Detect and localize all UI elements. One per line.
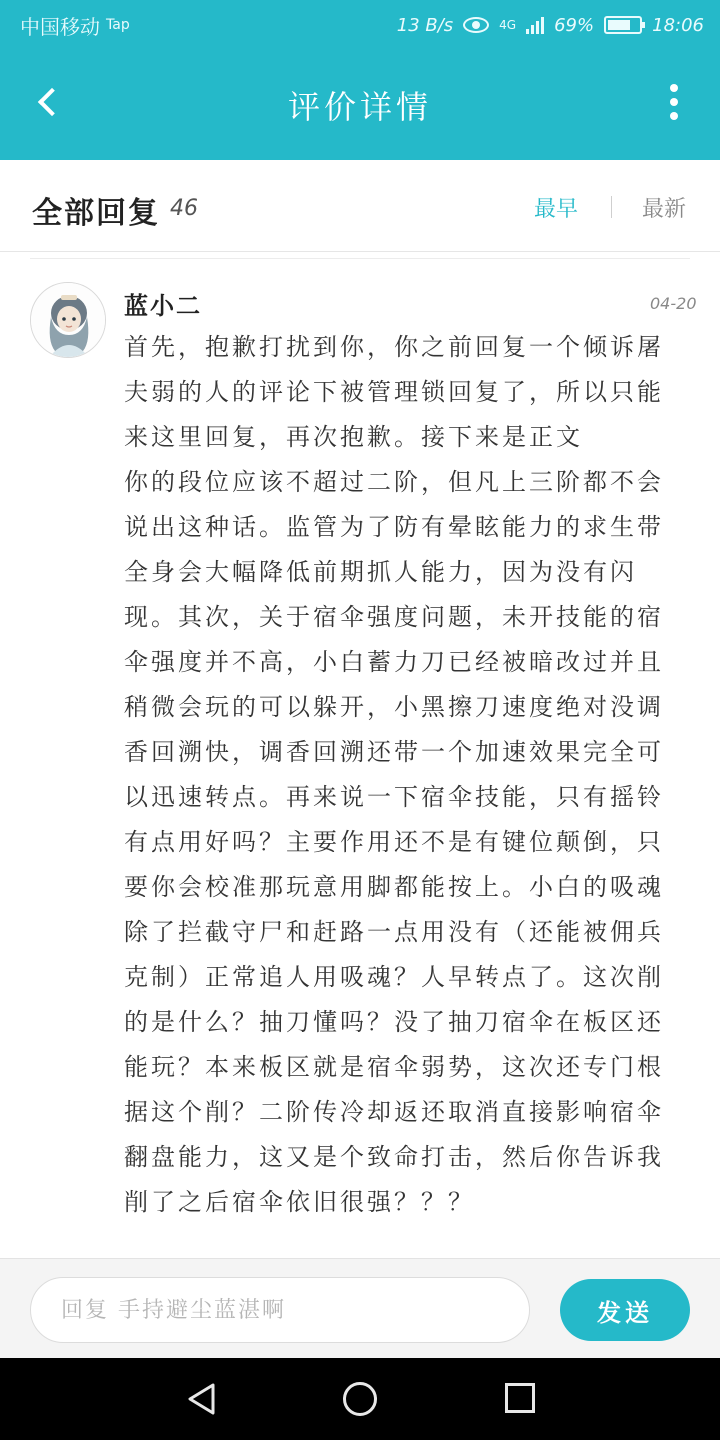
page-title: 评价详情 — [287, 88, 432, 126]
comment-date: 04-20 — [650, 294, 697, 313]
status-bar — [0, 0, 720, 50]
reply-bar — [0, 1258, 720, 1358]
comment-body: 首先，抱歉打扰到你，你之前回复一个倾诉屠夫弱的人的评论下被管理锁回复了，所以只能来这里回复，再次抱歉。接下来是正文 你的段位应该不超过二阶，但凡上三阶都不会说出这种话。监管为了防有晕眩能力的求生带全身会大幅降低前期抓人能力，因为没有闪现。其次，关于宿伞强度问题，未开技能的宿伞强度并不高，小白蓄力刀已经被暗改过并且稍微会玩的可以躲开，小黑擦刀速度绝对没调香回溯快，调香回溯还带一个加速效果完全可以迅速转点。再来说一下宿伞技能，只有摇铃有点用好吗？主要作用还不是有键位颠倒，只要你会校准那玩意用脚都能按上。小白的吸魂除了拦截守尸和赶路一点用没有（还能被佣兵克制）正常追人用吸魂？人早转点了。这次削的是什么？抽刀懂吗？没了抽刀宿伞在板区还能玩？本来板区就是宿伞弱势，这次还专门根据这个削？二阶传冷却返还取消直接影响宿伞翻盘能力，这又是个致命打击，然后你告诉我削了之后宿伞依旧很强？？？ — [124, 333, 664, 1216]
status-right — [397, 15, 704, 36]
sort-earliest-tab[interactable]: 最早 — [534, 197, 579, 222]
comment-author[interactable]: 蓝小二 — [124, 292, 202, 320]
sort-newest-tab[interactable]: 最新 — [642, 197, 687, 222]
dot-icon — [670, 98, 678, 106]
sort-divider — [611, 196, 612, 218]
more-options-button[interactable] — [668, 84, 680, 120]
app-header — [0, 50, 720, 160]
dot-icon — [670, 84, 678, 92]
replies-count: 46 — [170, 196, 198, 221]
net-speed: 13 B/s — [396, 14, 454, 36]
avatar-illustration-icon — [31, 283, 106, 358]
eye-comfort-icon — [463, 17, 489, 33]
battery-percent: 69% — [554, 14, 595, 36]
battery-icon — [604, 16, 642, 34]
dot-icon — [670, 112, 678, 120]
signal-icon — [526, 16, 544, 34]
replies-header — [0, 160, 720, 252]
nav-back-icon[interactable] — [186, 1382, 216, 1416]
nav-home-icon[interactable] — [343, 1382, 377, 1416]
divider — [30, 258, 690, 259]
avatar[interactable] — [30, 282, 106, 358]
reply-input[interactable] — [30, 1277, 530, 1343]
send-button[interactable]: 发送 — [560, 1279, 690, 1341]
clock: 18:06 — [652, 14, 704, 36]
carrier-sub-label: Tap — [106, 17, 130, 33]
network-type: 4G — [499, 18, 517, 32]
system-nav-bar — [0, 1358, 720, 1440]
carrier-name: 中国移动 — [20, 14, 100, 39]
nav-recents-icon[interactable] — [505, 1383, 535, 1413]
replies-title: 全部回复 — [32, 196, 160, 231]
